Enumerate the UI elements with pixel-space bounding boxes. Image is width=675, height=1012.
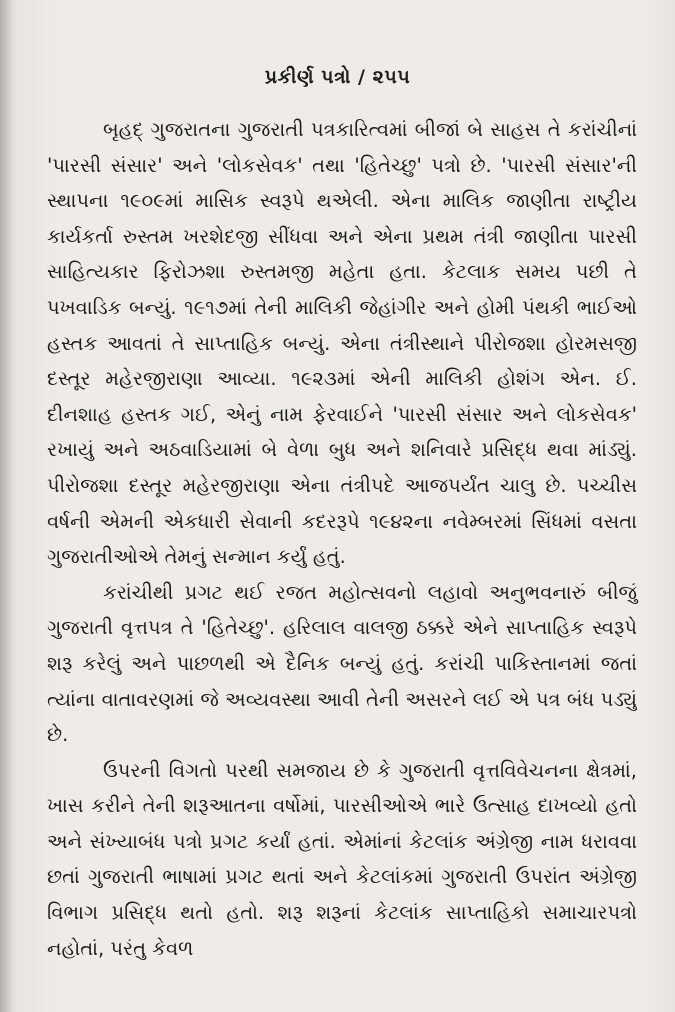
running-head: પ્રકીર્ણ પત્રો / ૨૫૫ — [264, 66, 411, 88]
page-gutter-shadow — [0, 0, 14, 1012]
page-body — [47, 112, 637, 966]
paragraph-3: ઉપરની વિગતો પરથી સમજાય છે કે ગુજરાતી વૃત્તવિવેચનના ક્ષેત્રમાં, ખાસ કરીને તેની શરૂઆતના વર્ષોમાં, પારસીઓએ ભારે ઉત્સાહ દાખવ્યો હતો અને સંખ્યાબંધ પત્રો પ્રગટ કર્યાં હતાં. એમાંનાં કેટલાંક અંગ્રેજી નામ ધરાવવા છતાં ગુજરાતી ભાષામાં પ્રગટ થતાં અને કેટલાંકમાં ગુજરાતી ઉપરાંત અંગ્રેજી વિભાગ પ્રસિદ્ધ થતો હતો. શરૂ શરૂનાં કેટલાંક સાપ્તાહિકો સમાચારપત્રો નહોતાં, પરંતુ કેવળ — [47, 758, 637, 960]
paragraph-2: કરાંચીથી પ્રગટ થઈ રજત મહોત્સવનો લહાવો અનુભવનારું બીજું ગુજરાતી વૃત્તપત્ર તે 'હિતેચ્છુ'. હરિલાલ વાલજી ઠક્કરે એને સાપ્તાહિક સ્વરૂપે શરૂ કરેલું અને પાછળથી એ દૈનિક બન્યું હતું. કરાંચી પાકિસ્તાનમાં જતાં ત્યાંના વાતાવરણમાં જે અવ્યવસ્થા આવી તેની અસરને લઈ એ પત્ર બંધ પડ્યું છે. — [47, 580, 637, 747]
paragraph-1: બૃહદ્ ગુજરાતના ગુજરાતી પત્રકારિત્વમાં બીજાં બે સાહસ તે કરાંચીનાં 'પારસી સંસાર' અને 'લોકસેવક' તથા 'હિતેચ્છુ' પત્રો છે. 'પારસી સંસાર'ની સ્થાપના ૧૯૦૯માં માસિક સ્વરૂપે થએલી. એના માલિક જાણીતા રાષ્ટ્રીય કાર્યકર્તા રુસ્તમ ખરશેદજી સીંધવા અને એના પ્રથમ તંત્રી જાણીતા પારસી સાહિત્યકાર ફિરોઝશા રુસ્તમજી મહેતા હતા. કેટલાક સમય પછી તે પખવાડિક બન્યું. ૧૯૧૭માં તેની માલિકી જેહાંગીર અને હોમી પંથકી ભાઈઓ હસ્તક આવતાં તે સાપ્તાહિક બન્યું. એના તંત્રીસ્થાને પીરોજશા હોરમસજી દસ્તૂર મહેરજીરાણા આવ્યા. ૧૯૨૩માં એની માલિકી હોશંગ એન. ઈ. દીનશાહ હસ્તક ગઈ, એનું નામ ફેરવાઈને 'પારસી સંસાર અને લોકસેવક' રખાયું અને અઠવાડિયામાં બે વેળા બુધ અને શનિવારે પ્રસિદ્ધ થવા માંડ્યું. પીરોજશા દસ્તૂર મહેરજીરાણા એના તંત્રીપદે આજપર્યંત ચાલુ છે. પચ્ચીસ વર્ષની એમની એકધારી સેવાની કદરરૂપે ૧૯૪૨ના નવેમ્બરમાં સિંધમાં વસતા ગુજરાતીઓએ તેમનું સન્માન કર્યું હતું. — [47, 118, 637, 569]
